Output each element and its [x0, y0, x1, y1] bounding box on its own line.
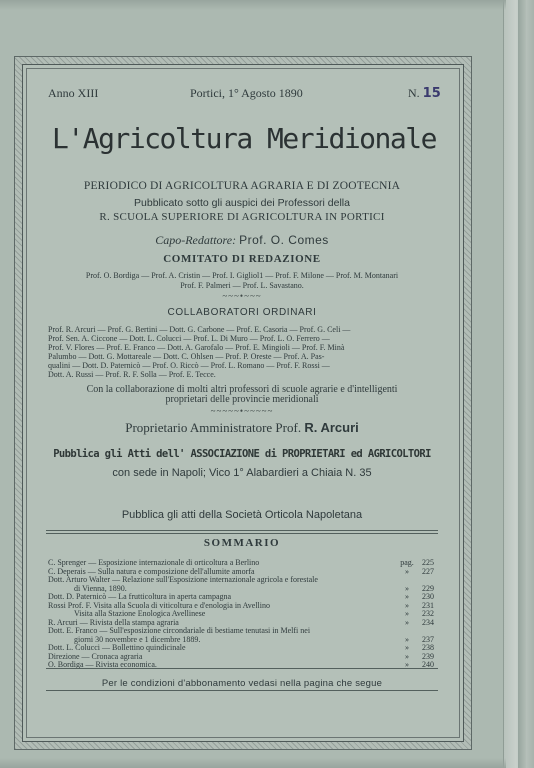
collaborators-line: Prof. R. Arcuri — Prof. G. Bertini — Dott. G. Carbone — Prof. E. Casoria — Prof. G. Celi — [48, 325, 351, 334]
ornament-divider: ~~~~~•~~~~~ [210, 406, 274, 416]
editor-label: Capo-Redattore: [155, 233, 237, 247]
entry-page: 238 [422, 643, 434, 652]
paper-wear-top [0, 0, 506, 10]
entry-page: 230 [422, 592, 434, 601]
entry-text: Dott. L. Colucci — Bollettino quindicinale [48, 644, 186, 652]
collaborators-line: Prof. Sen. A. Ciccone — Dott. L. Colucci — Prof. L. Di Muro — Prof. L. O. Ferrero — [48, 334, 330, 343]
issue-number [408, 86, 441, 101]
proprietor-line [30, 420, 454, 436]
collaboration-note: proprietari delle provincie meridionali [165, 394, 319, 405]
summary-heading: SOMMARIO [203, 537, 281, 549]
entry-page: 234 [422, 617, 434, 627]
entry-page: 231 [422, 600, 434, 610]
ornament-divider: ~~~•~~~ [222, 291, 262, 301]
rule [46, 668, 438, 669]
issue-label: N. [408, 86, 420, 100]
summary-entry [48, 585, 434, 594]
summary-entry [48, 602, 434, 611]
committee-line: Prof. F. Palmeri — Prof. L. Savastano. [180, 281, 304, 290]
entry-marker: » [405, 600, 409, 610]
entry-page: 229 [422, 583, 434, 593]
entry-text: Dott. Arturo Walter — Relazione sull'Esposizione internazionale agricola e forestale [48, 576, 318, 584]
entry-page: 232 [422, 609, 434, 618]
published-under: Pubblicato sotto gli auspici dei Professori della [134, 197, 350, 209]
rule [46, 533, 438, 534]
entry-marker: » [405, 592, 409, 601]
entry-marker: pag. [400, 558, 414, 567]
summary-entry [48, 627, 434, 636]
summary-entry [48, 653, 434, 662]
entry-page: 237 [422, 634, 434, 644]
summary-entry [48, 593, 434, 602]
committee-line: Prof. O. Bordiga — Prof. A. Cristin — Prof. I. Gigliol1 — Prof. F. Milone — Prof. M. Montanari [85, 271, 399, 280]
entry-page: 240 [422, 660, 434, 669]
publishes-association: Pubblica gli Atti dell' ASSOCIAZIONE di PROPRIETARI ed AGRICOLTORI [53, 448, 431, 460]
entry-text: R. Arcuri — Rivista della stampa agraria [48, 618, 179, 627]
rule [46, 690, 438, 691]
collaboration-note: Con la collaborazione di molti altri professori di scuole agrarie e d'intelligenti [86, 384, 398, 395]
entry-marker: » [405, 643, 409, 652]
entry-marker: » [405, 660, 409, 669]
entry-marker: » [405, 617, 409, 627]
summary-list [48, 559, 434, 670]
issue-number-value: 15 [422, 86, 441, 101]
entry-text: Rossi Prof. F. Visita alla Scuola di viticoltura e d'enologia in Avellino [48, 601, 270, 610]
association-address: con sede in Napoli; Vico 1° Alabardieri a Chiaia N. 35 [112, 467, 372, 479]
summary-entry [48, 636, 434, 645]
stacked-page-edge-shadow [518, 0, 526, 768]
summary-entry [48, 559, 434, 568]
editor-name: Prof. O. Comes [239, 233, 329, 247]
entry-page: 225 [422, 558, 434, 567]
collaborators-heading: COLLABORATORI ORDINARI [167, 307, 317, 318]
journal-subtitle: PERIODICO DI AGRICOLTURA AGRARIA E DI ZOOTECNIA [83, 180, 401, 192]
journal-title: L'Agricoltura Meridionale [52, 122, 436, 155]
entry-marker: » [405, 634, 409, 644]
subscription-note: Per le condizioni d'abbonamento vedasi nella pagina che segue [101, 678, 383, 689]
entry-page: 239 [422, 651, 434, 661]
summary-entry [48, 576, 434, 585]
entry-text: C. Sprenger — Esposizione internazionale di orticoltura a Berlino [48, 559, 260, 567]
summary-entry [48, 619, 434, 628]
entry-text: C. Deperais — Sulla natura e composizione dell'allumite amorfa [48, 567, 255, 576]
entry-text: Visita alla Stazione Enologica Avellinese [74, 610, 206, 618]
publishes-society: Pubblica gli atti della Società Orticola Napoletana [121, 509, 363, 521]
entry-marker: » [405, 566, 409, 576]
school-name: R. SCUOLA SUPERIORE DI AGRICOLTURA IN PORTICI [99, 211, 385, 223]
volume-label: Anno XIII [48, 86, 99, 100]
place-date: Portici, 1° Agosto 1890 [190, 86, 303, 100]
entry-text: Dott. D. Paternicò — La frutticoltura in aperta campagna [48, 593, 232, 601]
rule [46, 530, 438, 531]
summary-entry [48, 568, 434, 577]
entry-text: Direzione — Cronaca agraria [48, 652, 143, 661]
collaborators-line: Prof. V. Flores — Prof. E. Franco — Dott. A. Garofalo — Prof. E. Mingioli — Prof. F. Minà [48, 343, 345, 352]
collaborators-line: qualini — Dott. D. Paternicò — Prof. O. Riccò — Prof. L. Romano — Prof. F. Rossi — [48, 361, 330, 370]
entry-text: giorni 30 novembre e 1 dicembre 1889. [74, 635, 201, 644]
summary-entry [48, 644, 434, 653]
editor-line [30, 233, 454, 248]
proprietor-label: Proprietario Amministratore Prof. [125, 420, 302, 435]
entry-page: 227 [422, 566, 434, 576]
entry-marker: » [405, 609, 409, 618]
entry-text: O. Bordiga — Rivista economica. [48, 661, 157, 669]
entry-marker: » [405, 583, 409, 593]
summary-entry [48, 610, 434, 619]
entry-text: di Vienna, 1890. [74, 584, 127, 593]
collaborators-line: Dott. A. Russi — Prof. R. F. Solla — Prof. E. Tecce. [48, 370, 216, 379]
proprietor-name: R. Arcuri [304, 420, 359, 435]
paper-wear-bottom [0, 758, 506, 768]
entry-marker: » [405, 651, 409, 661]
committee-heading: COMITATO DI REDAZIONE [163, 253, 321, 265]
entry-text: Dott. E. Franco — Sull'esposizione circondariale di bestiame tenutasi in Melfi nei [48, 627, 311, 635]
collaborators-line: Palumbo — Dott. G. Mottareale — Dott. C. Ohlsen — Prof. P. Oreste — Prof. A. Pas- [48, 352, 325, 361]
